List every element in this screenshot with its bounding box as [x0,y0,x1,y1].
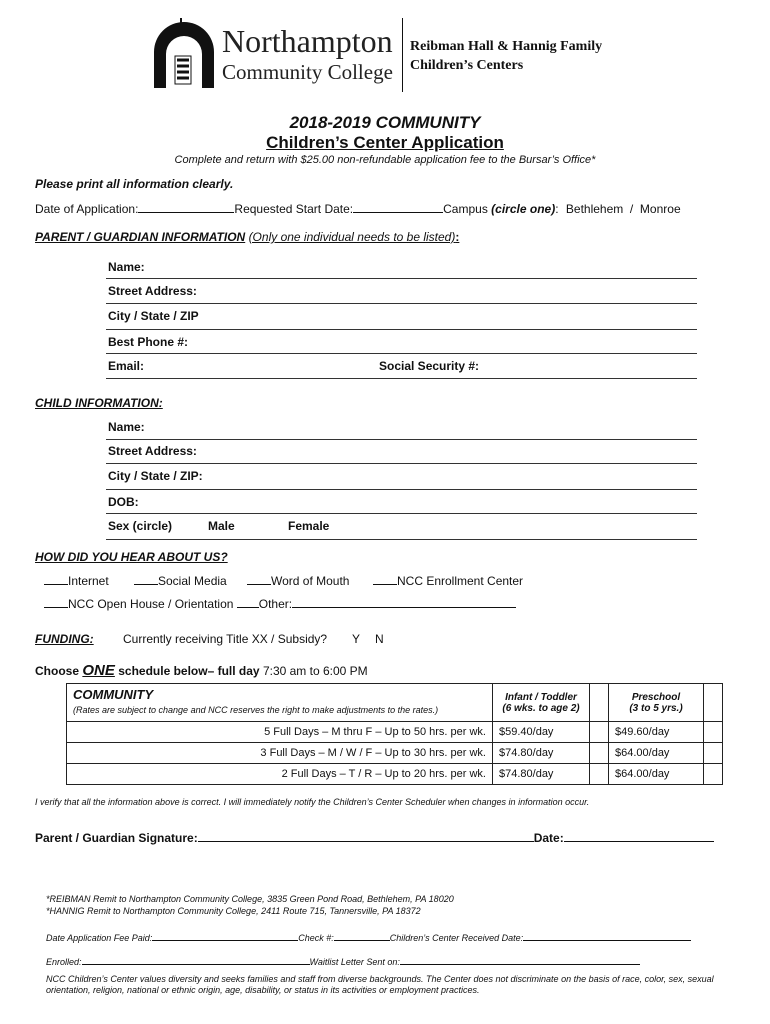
waitlist-label: Waitlist Letter Sent on: [309,957,400,967]
infant-header-spacer [590,684,609,722]
child-dob-label: DOB: [108,495,139,509]
check-number-label: Check #: [298,933,334,943]
child-section-heading: CHILD INFORMATION: [35,396,163,410]
open-house-checkbox[interactable] [44,596,68,608]
parent-street-label: Street Address: [108,284,197,298]
child-city-label: City / State / ZIP: [108,469,203,483]
choose-schedule-line: Choose ONE schedule below– full day 7:30 am to 6:00 PM [35,662,368,679]
college-seal-icon [150,18,218,92]
parent-ssn-label: Social Security #: [379,359,480,373]
preschool-rate: $64.00/day [609,764,704,785]
preschool-header-spacer [704,684,723,722]
schedule-title: COMMUNITY [73,687,154,702]
parent-name-label: Name: [108,260,145,274]
header-divider [402,18,403,92]
verification-statement: I verify that all the information above is correct. I will immediately notify the Children’s Center Scheduler when changes in information occur. [35,797,590,807]
preschool-select-box[interactable] [704,764,723,785]
circle-one-note: (circle one) [491,202,556,216]
fee-paid-field[interactable] [152,931,298,941]
schedule-row-label: 2 Full Days – T / R – Up to 20 hrs. per wk. [67,764,493,785]
social-media-label: Social Media [158,574,227,588]
logo-name: Northampton [222,23,393,59]
hear-row-2 [44,596,516,611]
schedule-row [67,743,723,764]
funding-no[interactable]: N [375,632,384,646]
parent-phone-field[interactable] [106,353,697,354]
parent-name-field[interactable] [106,278,697,279]
child-name-field[interactable] [106,439,697,440]
parent-city-label: City / State / ZIP [108,309,199,323]
office-use-row-1 [46,931,691,943]
signature-label: Parent / Guardian Signature: [35,831,198,845]
infant-select-box[interactable] [590,722,609,743]
parent-phone-label: Best Phone #: [108,335,189,349]
enrolled-field[interactable] [82,955,310,965]
funding-label: FUNDING: [35,632,94,646]
funding-question: Currently receiving Title XX / Subsidy? [123,632,328,646]
preschool-select-box[interactable] [704,743,723,764]
reibman-remit: *REIBMAN Remit to Northampton Community College, 3835 Green Pond Road, Bethlehem, PA 18020 [46,894,454,904]
child-name-label: Name: [108,420,145,434]
signature-field[interactable] [198,830,534,842]
preschool-rate: $49.60/day [609,722,704,743]
word-of-mouth-checkbox[interactable] [247,573,271,585]
internet-label: Internet [68,574,109,588]
parent-email-label: Email: [108,359,145,373]
infant-rate: $74.80/day [493,743,590,764]
social-media-option [134,573,227,588]
infant-select-box[interactable] [590,743,609,764]
preschool-rate: $64.00/day [609,743,704,764]
office-use-row-2 [46,955,640,967]
signature-row [35,830,714,845]
form-year-title: 2018-2019 COMMUNITY [289,113,481,132]
enrollment-center-label: NCC Enrollment Center [397,574,524,588]
waitlist-field[interactable] [400,955,640,965]
schedule-rates-note: (Rates are subject to change and NCC reserves the right to make adjustments to the rates.) [73,705,439,715]
word-of-mouth-option [247,573,349,588]
word-of-mouth-label: Word of Mouth [271,574,350,588]
center-name-line1: Reibman Hall & Hannig Family [410,39,603,54]
enrollment-center-option [373,573,523,588]
child-street-label: Street Address: [108,444,197,458]
fee-paid-label: Date Application Fee Paid: [46,933,153,943]
schedule-row [67,764,723,785]
parent-street-field[interactable] [106,303,697,304]
infant-header: Infant / Toddler (6 wks. to age 2) [493,684,590,722]
schedule-table [66,683,723,785]
schedule-header-row [67,684,723,722]
open-house-label: NCC Open House / Orientation [68,597,234,611]
signature-date-field[interactable] [564,830,714,842]
requested-start-label: Requested Start Date: [234,202,354,216]
parent-email-field[interactable] [106,378,697,379]
child-street-field[interactable] [106,463,697,464]
child-city-field[interactable] [106,489,697,490]
college-logo [150,18,218,92]
sex-option-female[interactable]: Female [288,519,330,533]
form-subtitle: Complete and return with $25.00 non-refundable application fee to the Bursar’s Office* [174,154,596,166]
diversity-statement: NCC Children’s Center values diversity and seeks families and staff from diverse backgrounds. The Center does not discriminate on the basis of race, color, sex, sexual orientation, religion, national or ethnic origin, age, disability, or status in its activities or employment practices. [46,974,714,995]
infant-select-box[interactable] [590,764,609,785]
infant-rate: $74.80/day [493,764,590,785]
hannig-remit: *HANNIG Remit to Northampton Community College, 2411 Route 715, Tannersville, PA 18372 [46,906,421,916]
hear-row-1 [44,573,109,588]
funding-yes[interactable]: Y [352,632,361,646]
enrollment-center-checkbox[interactable] [373,573,397,585]
other-field[interactable] [292,596,516,608]
center-name-line2: Children’s Centers [410,58,524,73]
campus-options[interactable]: Bethlehem / Monroe [565,202,681,216]
choose-one-emphasis: ONE [82,662,115,679]
infant-rate: $59.40/day [493,722,590,743]
hear-section-heading: HOW DID YOU HEAR ABOUT US? [35,550,228,564]
requested-start-field[interactable] [353,201,443,213]
schedule-row [67,722,723,743]
choose-hours: 7:30 am to 6:00 PM [262,664,368,678]
signature-date-label: Date: [533,831,564,845]
other-checkbox[interactable] [237,596,259,608]
parent-section-note: (Only one individual needs to be listed) [248,230,456,244]
social-media-checkbox[interactable] [134,573,158,585]
parent-city-field[interactable] [106,329,697,330]
date-of-application-label: Date of Application: [35,202,139,216]
campus-label: Campus [443,202,488,216]
schedule-row-label: 3 Full Days – M / W / F – Up to 30 hrs. per wk. [67,743,493,764]
logo-subname: Community College [222,60,393,84]
form-main-title: Children’s Center Application [266,133,504,152]
parent-section-heading: PARENT / GUARDIAN INFORMATION (Only one individual needs to be listed): [35,230,460,244]
preschool-select-box[interactable] [704,722,723,743]
other-label: Other: [258,597,293,611]
date-row: Date of Application: Requested Start Date: Campus (circle one): Bethlehem / Monroe [35,202,681,216]
preschool-header: Preschool (3 to 5 yrs.) [609,684,704,722]
date-of-application-field[interactable] [138,201,234,213]
instructions: Please print all information clearly. [35,177,234,191]
received-date-label: Children’s Center Received Date: [389,933,524,943]
child-dob-field[interactable] [106,513,697,514]
schedule-title-cell [67,684,493,722]
child-sex-field [106,539,697,540]
check-number-field[interactable] [334,931,390,941]
received-date-field[interactable] [523,931,691,941]
internet-checkbox[interactable] [44,573,68,585]
sex-option-male[interactable]: Male [208,519,235,533]
enrolled-label: Enrolled: [46,957,82,967]
child-sex-label: Sex (circle) [108,519,173,533]
schedule-row-label: 5 Full Days – M thru F – Up to 50 hrs. per wk. [67,722,493,743]
